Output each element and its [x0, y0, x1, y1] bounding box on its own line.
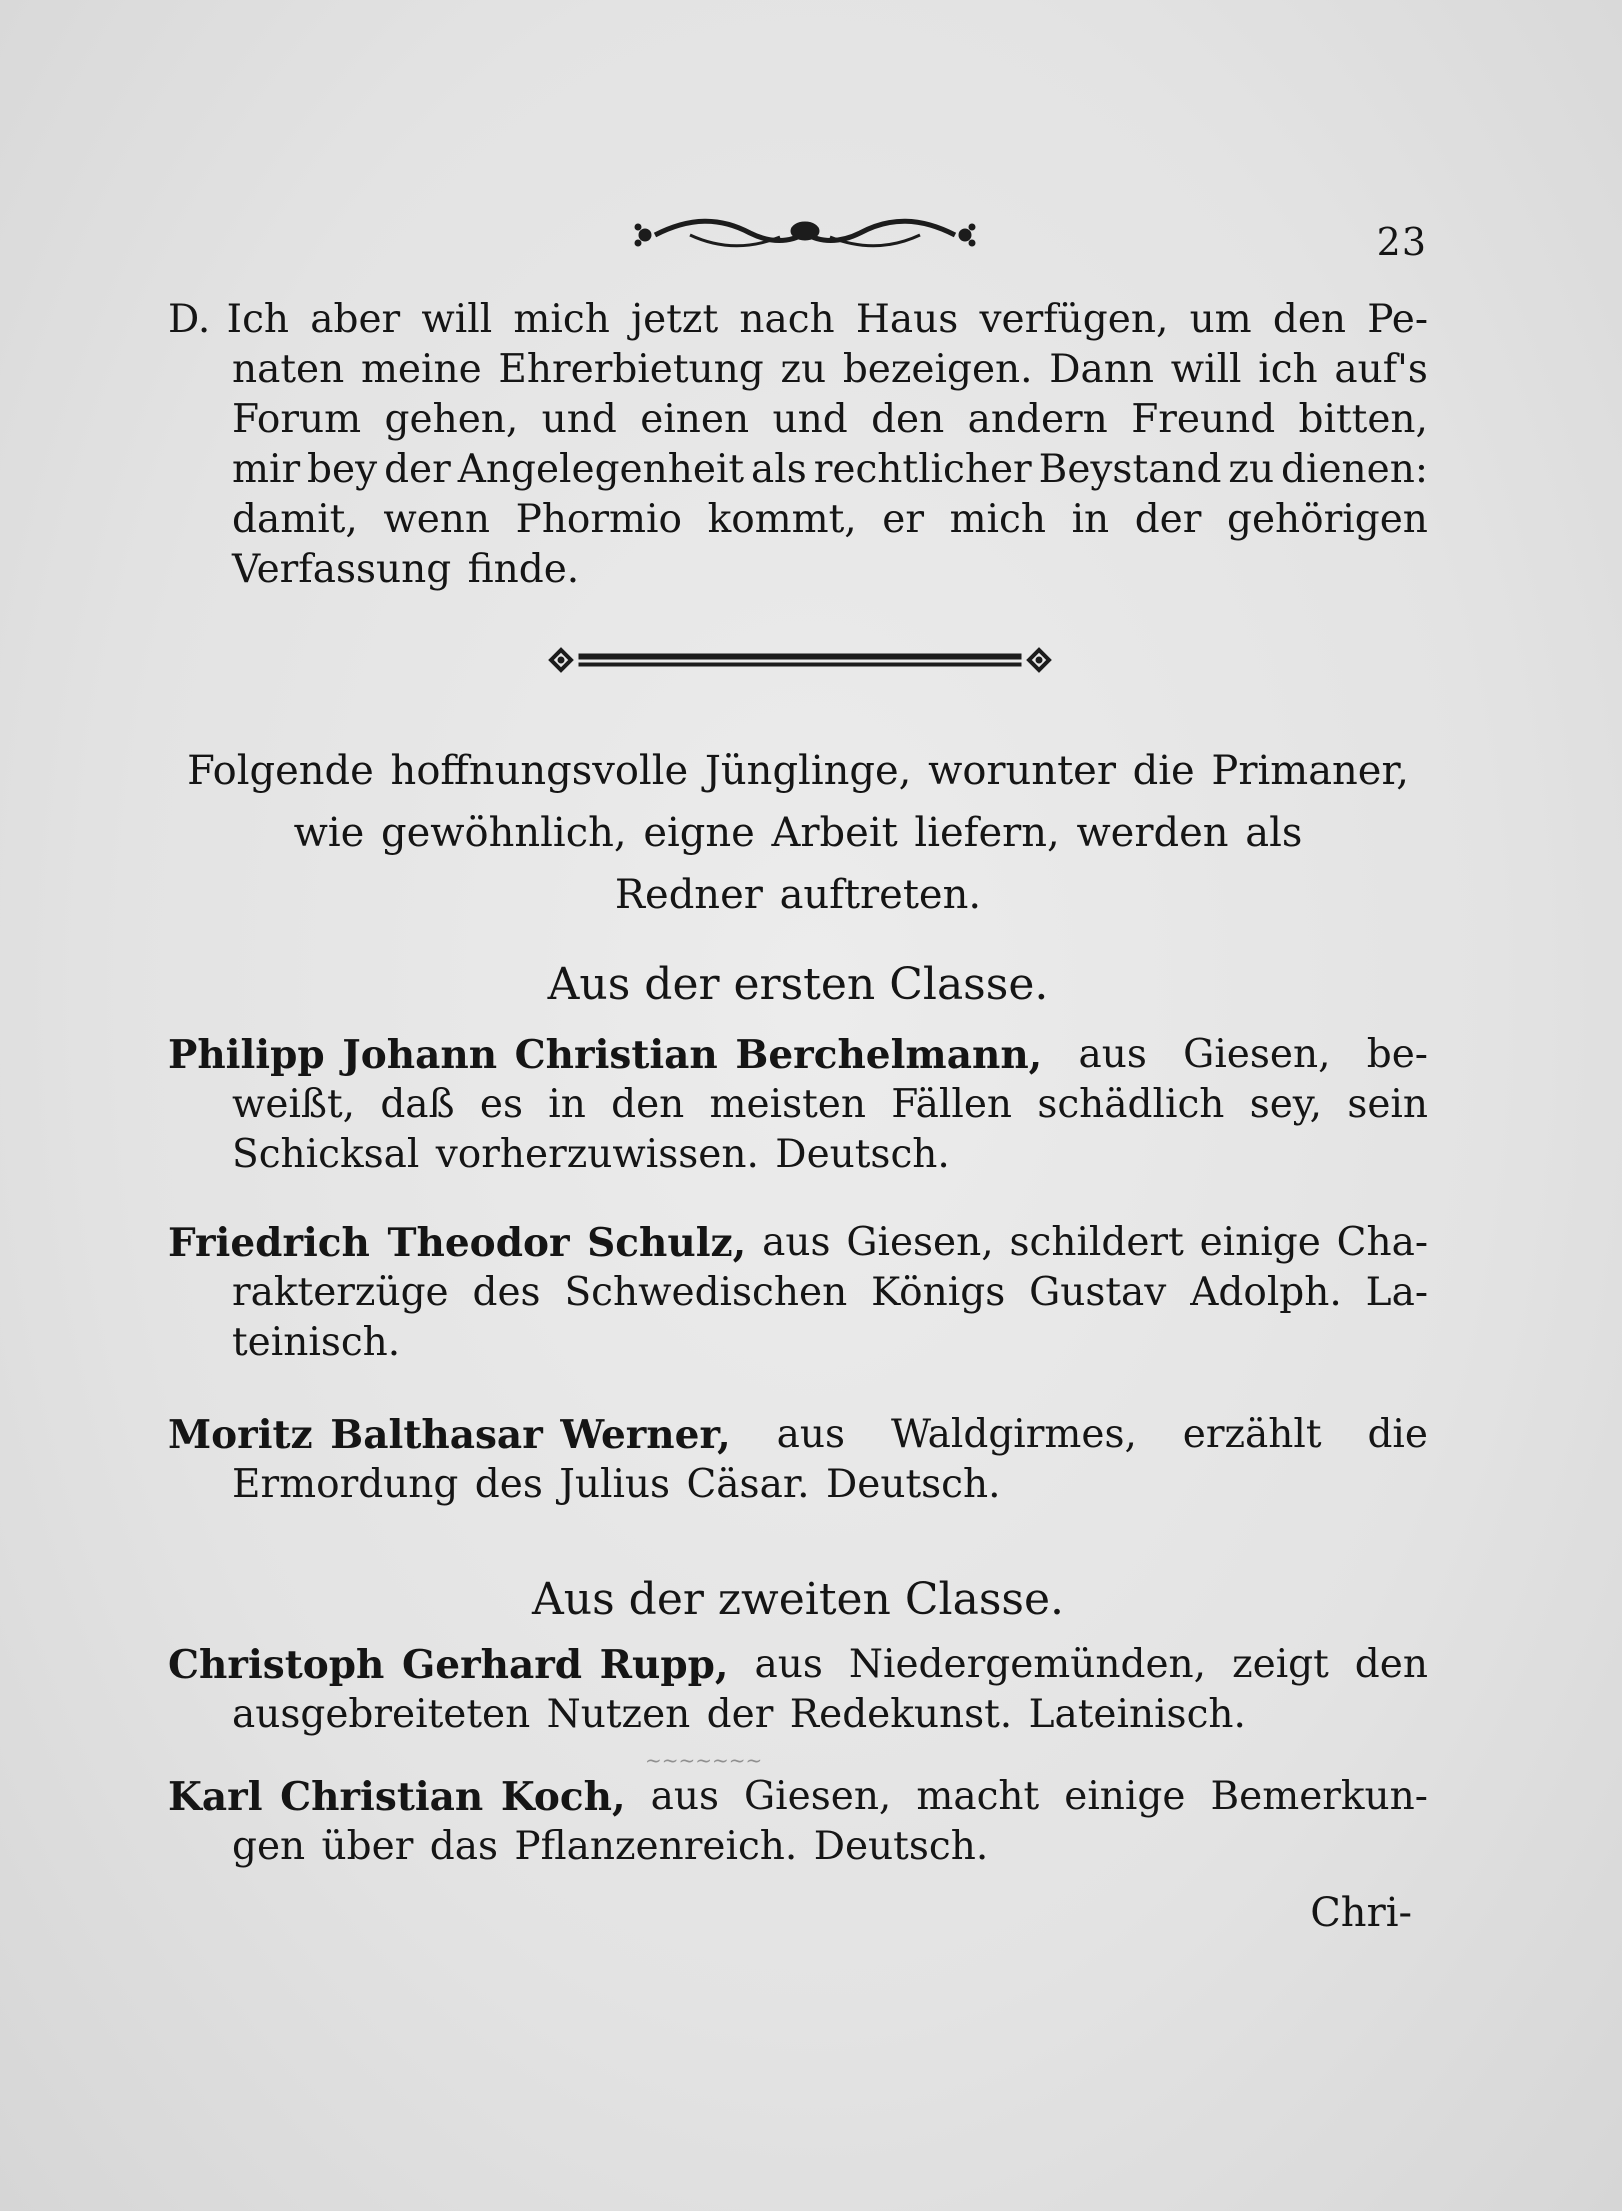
speaker-name: Moritz Balthasar Werner, [168, 1412, 731, 1458]
announcement-line-3: Redner auftreten. [614, 872, 982, 918]
speaker-name: Friedrich Theodor Schulz, [168, 1220, 747, 1266]
announcement [168, 740, 1428, 926]
catchword: Chri- [1310, 1890, 1412, 1936]
header-ornament [630, 205, 980, 265]
section-heading-second-class: Aus der zweiten Classe. [531, 1574, 1065, 1625]
speaker-name: Christoph Gerhard Rupp, [168, 1642, 729, 1688]
speaker-entry: Philipp Johann Christian Berchelmann, aus Giesen, be- weißt, daß es in den meisten Fällen schädlich sey, sein Schicksal vorherzuwissen. Deutsch. [168, 1032, 1428, 1177]
pencil-annotation: ~~~~~~~ [645, 1748, 763, 1772]
speech-line-1: D. Ich aber will mich jetzt nach Haus verfügen, um den Pe- [168, 297, 1428, 342]
speaker-entry: Moritz Balthasar Werner, aus Waldgirmes, erzählt die Ermordung des Julius Cäsar. Deutsch. [168, 1412, 1428, 1507]
section-heading-first-class: Aus der ersten Classe. [547, 959, 1049, 1010]
speech-paragraph [168, 295, 1428, 595]
divider-ornament [545, 640, 1055, 680]
speech-line-5: damit, wenn Phormio kommt, er mich in der gehörigen [232, 497, 1428, 542]
speaker-name: Karl Christian Koch, [168, 1774, 626, 1820]
speaker-name: Philipp Johann Christian Berchelmann, [168, 1032, 1043, 1078]
speech-line-6: Verfassung finde. [232, 547, 580, 592]
speech-line-4: mir bey der Angelegenheit als rechtlicher Beystand zu dienen: [232, 447, 1428, 492]
speech-line-3: Forum gehen, und einen und den andern Freund bitten, [232, 397, 1428, 442]
speech-line-2: naten meine Ehrerbietung zu bezeigen. Dann will ich auf's [232, 347, 1428, 392]
announcement-line-2: wie gewöhnlich, eigne Arbeit liefern, werden als [293, 810, 1303, 856]
speaker-entry: Friedrich Theodor Schulz, aus Giesen, schildert einige Cha- rakterzüge des Schwedischen Königs Gustav Adolph. La- teinisch. [168, 1220, 1428, 1365]
page-number: 23 [1376, 220, 1427, 264]
speaker-entry: Christoph Gerhard Rupp, aus Niedergemünden, zeigt den ausgebreiteten Nutzen der Redekunst. Lateinisch. [168, 1642, 1428, 1737]
speaker-entry: Karl Christian Koch, aus Giesen, macht einige Bemerkun- gen über das Pflanzenreich. Deutsch. [168, 1774, 1428, 1869]
announcement-line-1: Folgende hoffnungsvolle Jünglinge, worunter die Primaner, [187, 748, 1409, 794]
